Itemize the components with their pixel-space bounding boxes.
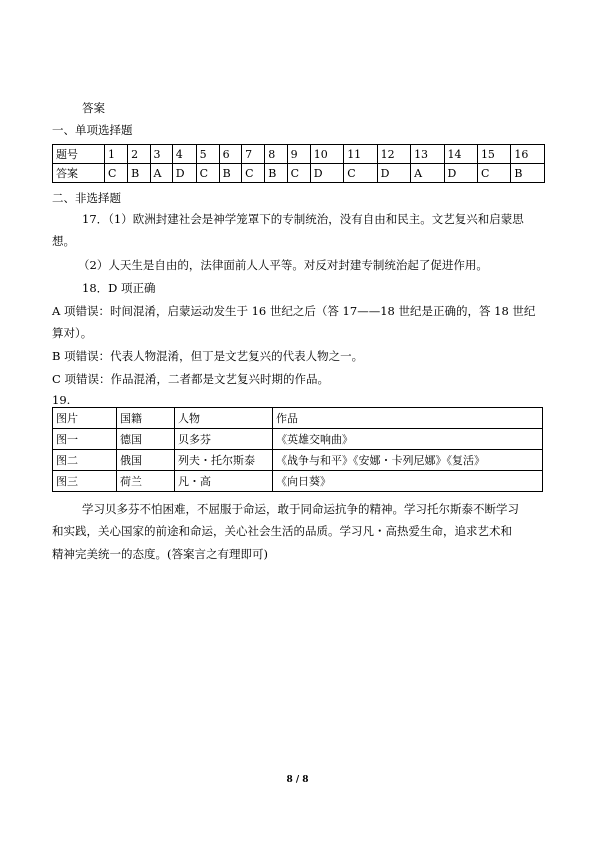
table-cell: B bbox=[128, 164, 150, 183]
table-row bbox=[53, 429, 543, 450]
q19-title: 19. bbox=[52, 393, 71, 407]
table-cell: C bbox=[344, 164, 377, 183]
table-cell: 《英雄交响曲》 bbox=[273, 429, 543, 450]
answer-table bbox=[52, 144, 545, 183]
table-cell: C bbox=[242, 164, 265, 183]
table-cell: 6 bbox=[219, 145, 241, 164]
q17-paragraph-1-line-1: 17．（1）欧洲封建社会是神学笼罩下的专制统治，没有自由和民主。文艺复兴和启蒙思 bbox=[82, 212, 524, 226]
table-cell: 5 bbox=[196, 145, 219, 164]
header-cell-picture: 图片 bbox=[53, 408, 117, 429]
q18-title: 18．D 项正确 bbox=[82, 281, 156, 295]
table-cell: 8 bbox=[265, 145, 287, 164]
table-row-numbers bbox=[53, 145, 545, 164]
table-cell: 图一 bbox=[53, 429, 117, 450]
table-cell: A bbox=[150, 164, 172, 183]
table-row bbox=[53, 450, 543, 471]
table-cell: 凡・高 bbox=[175, 471, 273, 492]
table-cell: 图二 bbox=[53, 450, 117, 471]
row-header-answer: 答案 bbox=[53, 164, 105, 183]
table-cell: B bbox=[511, 164, 545, 183]
table-cell: 14 bbox=[444, 145, 477, 164]
table-cell: 列夫・托尔斯泰 bbox=[175, 450, 273, 471]
table-cell: 16 bbox=[511, 145, 545, 164]
artists-table bbox=[52, 407, 543, 492]
table-cell: C bbox=[196, 164, 219, 183]
q19-answer-line-1: 学习贝多芬不怕困难，不屈服于命运，敢于同命运抗争的精神。学习托尔斯泰不断学习 bbox=[82, 502, 519, 516]
table-cell: B bbox=[219, 164, 241, 183]
table-cell: D bbox=[172, 164, 196, 183]
table-cell: 9 bbox=[287, 145, 310, 164]
table-row bbox=[53, 471, 543, 492]
table-cell: C bbox=[105, 164, 128, 183]
row-header-number: 题号 bbox=[53, 145, 105, 164]
header-cell-person: 人物 bbox=[175, 408, 273, 429]
q18-option-a-line-2: 算对）。 bbox=[52, 326, 93, 340]
table-cell: C bbox=[477, 164, 510, 183]
table-row-answers bbox=[53, 164, 545, 183]
table-cell: 德国 bbox=[117, 429, 175, 450]
table-cell: B bbox=[265, 164, 287, 183]
table-cell: 《战争与和平》《安娜・卡列尼娜》《复活》 bbox=[273, 450, 543, 471]
q18-option-b: B 项错误：代表人物混淆，但丁是文艺复兴的代表人物之一。 bbox=[52, 349, 364, 363]
table-cell: 11 bbox=[344, 145, 377, 164]
table-cell: C bbox=[287, 164, 310, 183]
table-cell: 贝多芬 bbox=[175, 429, 273, 450]
table-cell: 2 bbox=[128, 145, 150, 164]
table-cell: 12 bbox=[377, 145, 410, 164]
table-cell: 4 bbox=[172, 145, 196, 164]
table-cell: 图三 bbox=[53, 471, 117, 492]
table-cell: 10 bbox=[310, 145, 343, 164]
header-cell-nationality: 国籍 bbox=[117, 408, 175, 429]
q19-answer-line-3: 精神完美统一的态度。(答案言之有理即可) bbox=[52, 547, 268, 561]
page-number: 8 / 8 bbox=[286, 775, 309, 785]
table-cell: D bbox=[444, 164, 477, 183]
table-cell: 15 bbox=[477, 145, 510, 164]
q17-paragraph-1-line-2: 想。 bbox=[52, 234, 75, 248]
table-cell: 1 bbox=[105, 145, 128, 164]
table-cell: 7 bbox=[242, 145, 265, 164]
table-cell: D bbox=[310, 164, 343, 183]
header-cell-works: 作品 bbox=[273, 408, 543, 429]
q18-option-a-line-1: A 项错误：时间混淆，启蒙运动发生于 16 世纪之后（答 17——18 世纪是正确的，答 18 世纪 bbox=[52, 304, 536, 318]
table-header-row bbox=[53, 408, 543, 429]
q19-answer-line-2: 和实践，关心国家的前途和命运，关心社会生活的品质。学习凡・高热爱生命，追求艺术和 bbox=[52, 524, 512, 538]
section-single-choice: 一、单项选择题 bbox=[52, 123, 133, 137]
table-cell: 俄国 bbox=[117, 450, 175, 471]
table-cell: A bbox=[411, 164, 444, 183]
table-cell: D bbox=[377, 164, 410, 183]
table-cell: 荷兰 bbox=[117, 471, 175, 492]
table-cell: 《向日葵》 bbox=[273, 471, 543, 492]
q18-option-c: C 项错误：作品混淆，二者都是文艺复兴时期的作品。 bbox=[52, 372, 329, 386]
section-non-choice: 二、非选择题 bbox=[52, 191, 121, 205]
q17-paragraph-2: （2）人天生是自由的，法律面前人人平等。对反对封建专制统治起了促进作用。 bbox=[78, 258, 488, 272]
table-cell: 13 bbox=[411, 145, 444, 164]
answer-heading: 答案 bbox=[82, 101, 105, 115]
table-cell: 3 bbox=[150, 145, 172, 164]
